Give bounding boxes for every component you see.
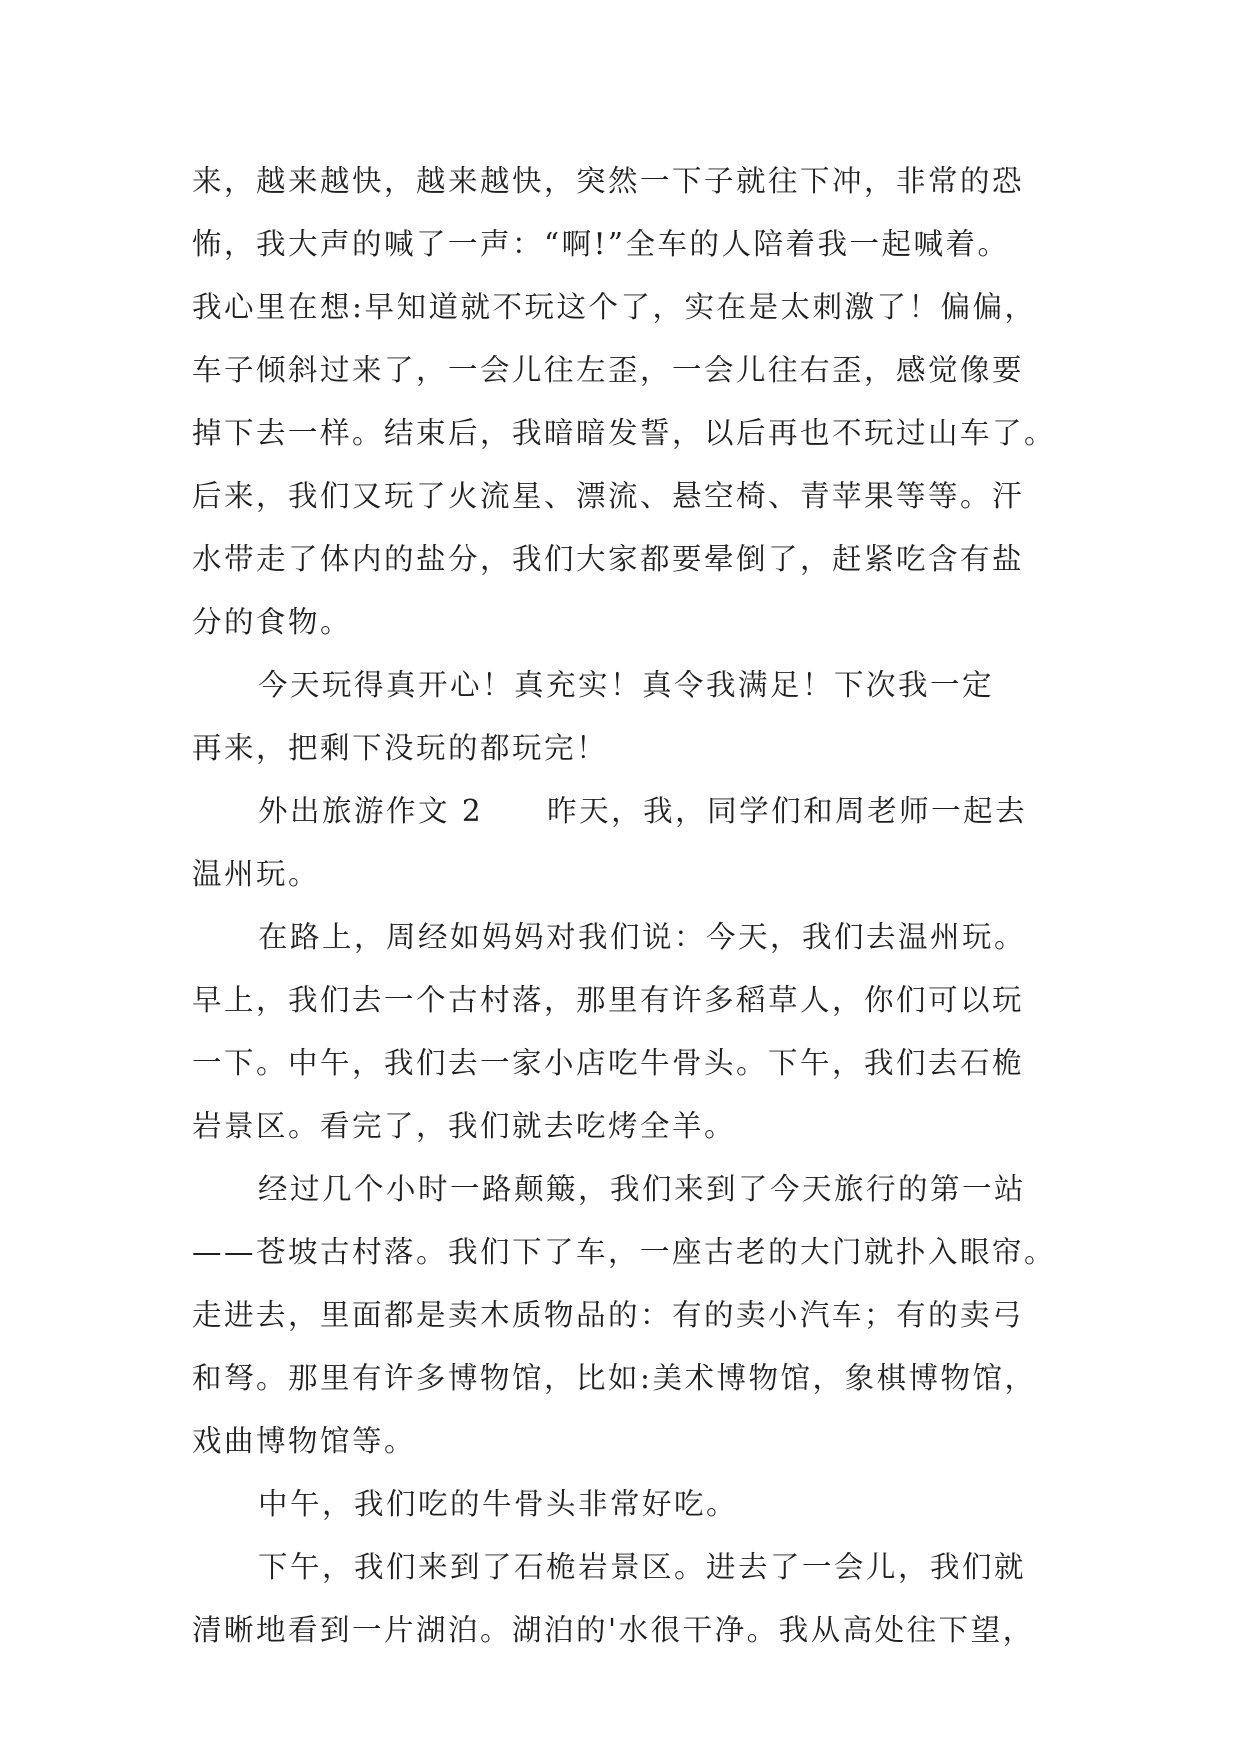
text-line: 一下。中午，我们去一家小店吃牛骨头。下午，我们去石桅 [192,1046,1025,1080]
text-line: 温州玩。 [192,857,321,891]
text-line: 车子倾斜过来了，一会儿往左歪，一会儿往右歪，感觉像要 [192,353,1025,387]
text-line: 清晰地看到一片湖泊。湖泊的'水很干净。我从高处往下望， [192,1613,1035,1647]
text-line: 来，越来越快，越来越快，突然一下子就往下冲，非常的恐 [192,164,1025,198]
text-line: ——苍坡古村落。我们下了车，一座古老的大门就扑入眼帘。 [192,1235,1057,1269]
paragraph-first-line: 中午，我们吃的牛骨头非常好吃。 [258,1487,739,1521]
text-line: 早上，我们去一个古村落，那里有许多稻草人，你们可以玩 [192,983,1025,1017]
text-line: 我心里在想:早知道就不玩这个了，实在是太刺激了！偏偏， [192,290,1037,324]
paragraph-first-line: 今天玩得真开心！真充实！真令我满足！下次我一定 [258,668,995,702]
text-line: 岩景区。看完了，我们就去吃烤全羊。 [192,1109,737,1143]
paragraph-first-line: 在路上，周经如妈妈对我们说：今天，我们去温州玩。 [258,920,1027,954]
paragraph-first-line: 下午，我们来到了石桅岩景区。进去了一会儿，我们就 [258,1550,1027,1584]
text-line: 分的食物。 [192,605,353,639]
text-line: 走进去，里面都是卖木质物品的：有的卖小汽车；有的卖弓 [192,1298,1025,1332]
text-line: 后来，我们又玩了火流星、漂流、悬空椅、青苹果等等。汗 [192,479,1025,513]
section-heading-line: 外出旅游作文 2 昨天，我，同学们和周老师一起去 [258,794,1028,828]
text-line: 戏曲博物馆等。 [192,1424,417,1458]
text-line: 水带走了体内的盐分，我们大家都要晕倒了，赶紧吃含有盐 [192,542,1025,576]
document-page [192,150,1062,1662]
text-line: 和弩。那里有许多博物馆，比如:美术博物馆，象棋博物馆， [192,1361,1037,1395]
text-line: 掉下去一样。结束后，我暗暗发誓，以后再也不玩过山车了。 [192,416,1057,450]
paragraph-first-line: 经过几个小时一路颠簸，我们来到了今天旅行的第一站 [258,1172,1027,1206]
text-line: 怖，我大声的喊了一声：“啊!”全车的人陪着我一起喊着。 [192,227,1010,261]
text-line: 再来，把剩下没玩的都玩完！ [192,731,609,765]
